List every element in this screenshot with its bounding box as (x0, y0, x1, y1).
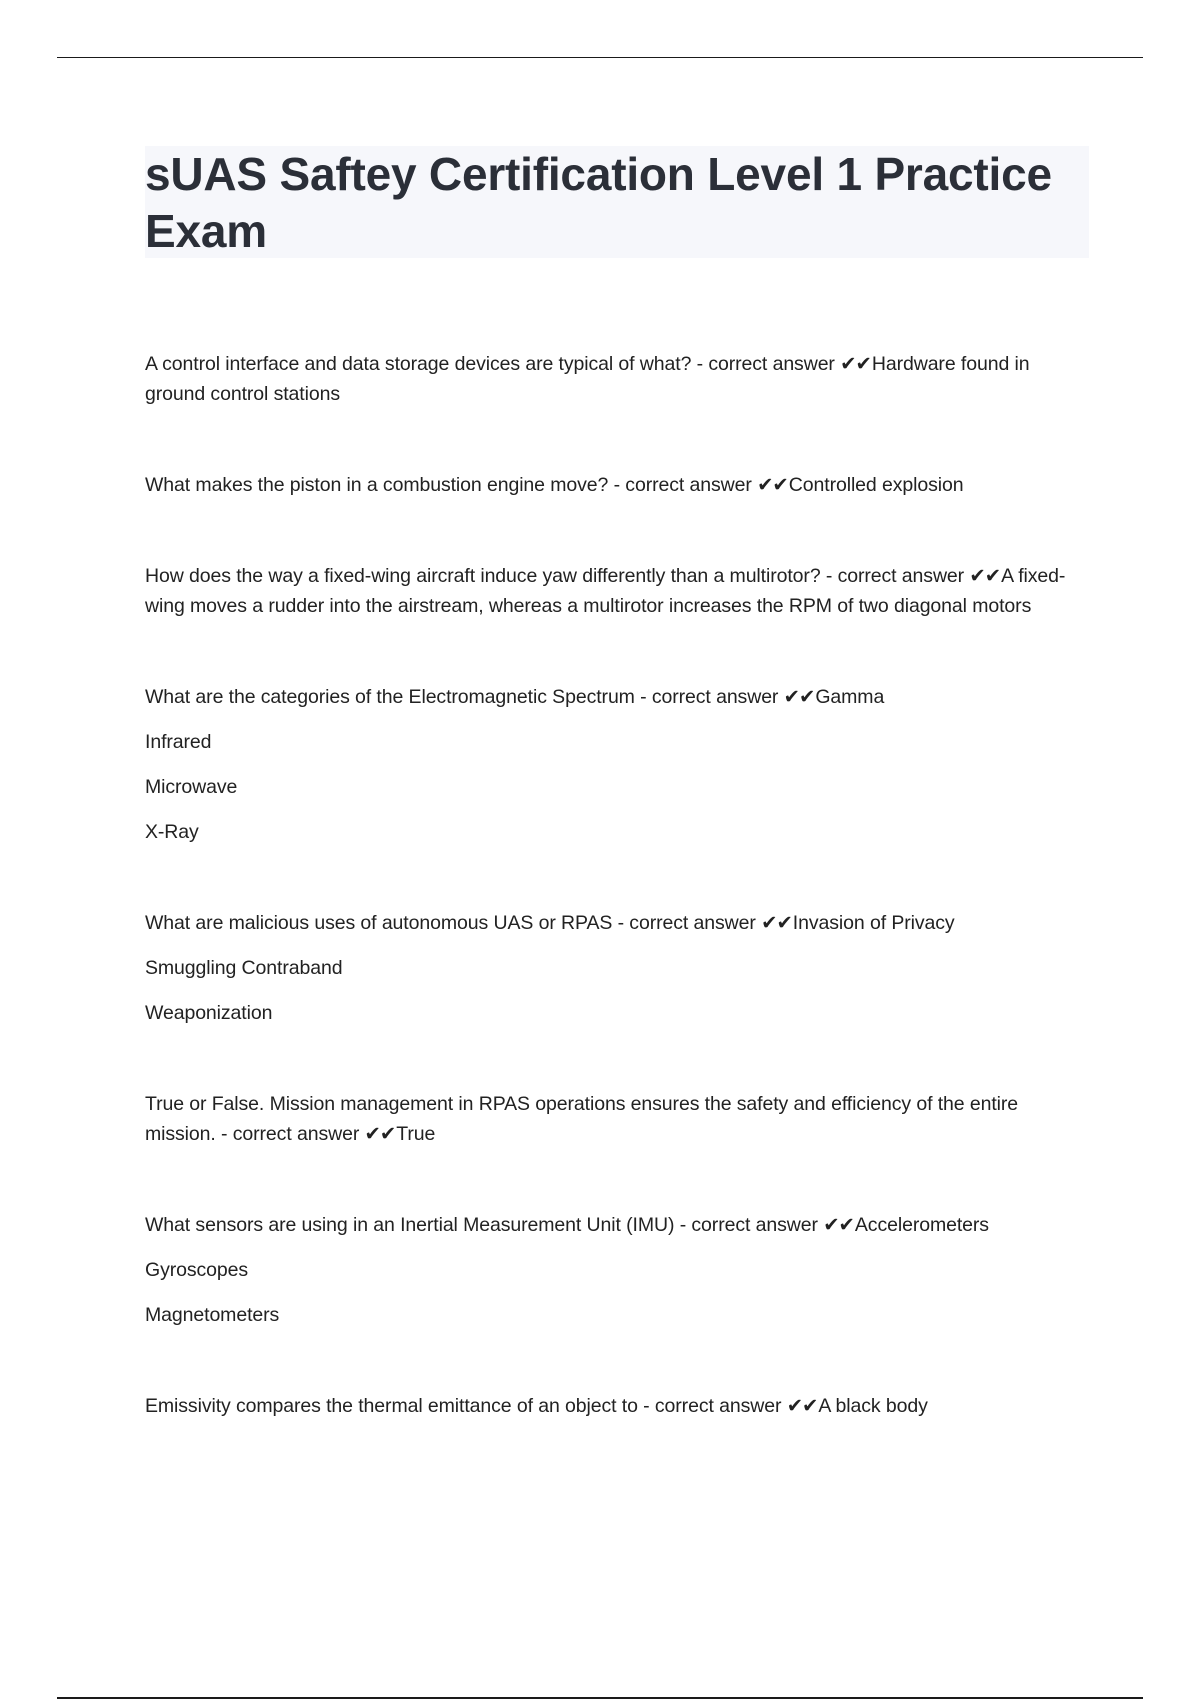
check-mark-icon: ✔✔ (757, 474, 788, 496)
answer-continuation: Microwave (145, 776, 238, 798)
correct-answer-label: - correct answer (691, 353, 841, 375)
answer-continuation: Weaponization (145, 1002, 273, 1024)
question-line (145, 349, 1089, 409)
correct-answer-label: - correct answer (634, 686, 784, 708)
check-mark-icon: ✔✔ (969, 565, 1001, 587)
bottom-divider (57, 1697, 1143, 1699)
question-item (145, 561, 1089, 621)
question-item (145, 349, 1089, 409)
question-item (145, 682, 1089, 847)
check-mark-icon: ✔✔ (840, 353, 871, 375)
question-line (145, 470, 1089, 500)
answer-text: A black body (818, 1395, 928, 1417)
question-line (145, 1210, 1089, 1240)
question-text: Emissivity compares the thermal emittance of an object to (145, 1395, 638, 1417)
title-banner (145, 146, 1089, 258)
question-list (145, 349, 1089, 1421)
question-text: True or False. Mission management in RPAS operations ensures the safety and efficiency of the entire mission. (145, 1093, 1019, 1145)
question-item (145, 1391, 1089, 1421)
top-divider (57, 57, 1143, 58)
question-text: What makes the piston in a combustion engine move? (145, 474, 609, 496)
document-title: sUAS Saftey Certification Level 1 Practice Exam (145, 148, 1052, 257)
question-text: What are malicious uses of autonomous UAS or RPAS (145, 912, 613, 934)
answer-continuation: Magnetometers (145, 1304, 280, 1326)
question-line (145, 561, 1089, 621)
question-item (145, 470, 1089, 500)
answer-continuation: Gyroscopes (145, 1259, 249, 1281)
answer-text: True (396, 1123, 436, 1145)
question-line (145, 1089, 1089, 1149)
question-line (145, 1391, 1089, 1421)
answer-text: Invasion of Privacy (792, 912, 955, 934)
question-item (145, 1089, 1089, 1149)
check-mark-icon: ✔✔ (364, 1123, 396, 1145)
check-mark-icon: ✔✔ (761, 912, 792, 934)
question-text: What sensors are using in an Inertial Measurement Unit (IMU) (145, 1214, 675, 1236)
correct-answer-label: - correct answer (674, 1214, 824, 1236)
correct-answer-label: - correct answer (215, 1123, 365, 1145)
answer-continuation: Infrared (145, 731, 212, 753)
answer-text: A fixed-wing moves a rudder into the airstream, whereas a multirotor increases the RPM of two diagonal motors (145, 565, 1066, 617)
answer-continuation: Smuggling Contraband (145, 957, 343, 979)
question-item (145, 1210, 1089, 1330)
question-item (145, 908, 1089, 1028)
check-mark-icon: ✔✔ (823, 1214, 854, 1236)
answer-text: Hardware found in ground control stations (145, 353, 1030, 405)
question-text: How does the way a fixed-wing aircraft induce yaw differently than a multirotor? (145, 565, 821, 587)
question-line (145, 908, 1089, 938)
check-mark-icon: ✔✔ (786, 1395, 818, 1417)
correct-answer-label: - correct answer (612, 912, 762, 934)
correct-answer-label: - correct answer (608, 474, 758, 496)
answer-text: Gamma (815, 686, 885, 708)
answer-text: Controlled explosion (788, 474, 964, 496)
document-content (145, 146, 1089, 1421)
check-mark-icon: ✔✔ (783, 686, 815, 708)
question-text: A control interface and data storage devices are typical of what? (145, 353, 692, 375)
correct-answer-label: - correct answer (820, 565, 970, 587)
answer-continuation: X-Ray (145, 821, 199, 843)
answer-text: Accelerometers (854, 1214, 989, 1236)
question-text: What are the categories of the Electromagnetic Spectrum (145, 686, 635, 708)
question-line (145, 682, 1089, 712)
correct-answer-label: - correct answer (637, 1395, 787, 1417)
